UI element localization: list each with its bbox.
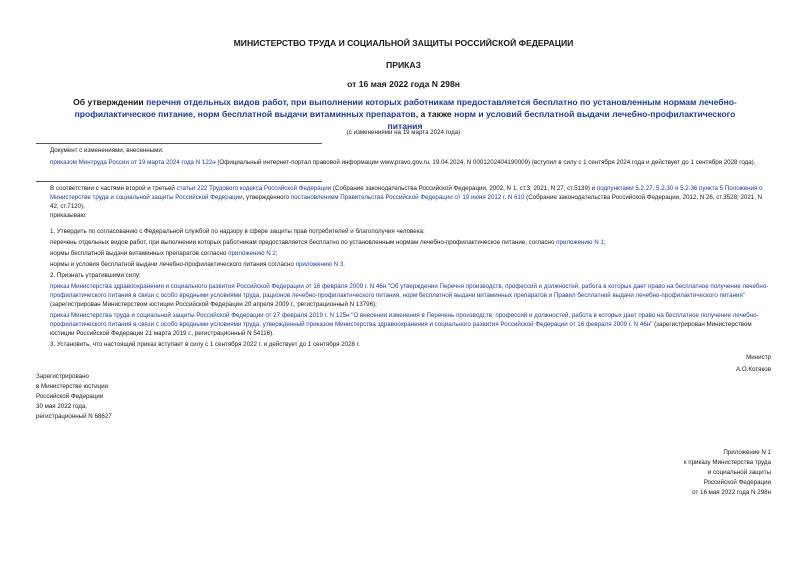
amendments-entry [36,158,772,167]
link-regulation-points[interactable]: подпунктами 5.2.27, 5.2.30 и 5.2.36 пункта 5 Положения о Министерстве труда и социальной защиты Российской Федерации [50,185,763,201]
registration-l3: Российской Федерации [36,393,104,400]
preamble [36,184,772,220]
amendments-block [36,146,772,167]
amendments-label: Документ с изменениями, внесенными: [50,147,164,154]
item-2a [36,282,772,309]
link-appendix-3[interactable]: приложению N 3 [295,261,344,268]
item-1b-text: нормы бесплатной выдачи витаминных препаратов согласно [50,250,229,257]
item-1: 1. Утвердить по согласованию с Федеральной службой по надзору в сфере защиты прав потребителей и благополучия человека: [50,228,425,235]
signature-name: А.О.Котяков [736,366,771,373]
order-word: приказываю: [50,212,87,219]
appendix-l5: от 16 мая 2022 года N 298н [692,489,771,496]
amendment-link[interactable]: приказом Минтруда России от 19 марта 2024 года N 122н [50,159,216,166]
item-2a-text: (зарегистрирован Министерством юстиции Российской Федерации 20 апреля 2009 г., регистрационный N 13796); [50,301,377,308]
order-items [36,227,772,349]
link-government-decree[interactable]: постановлением Правительства Российской Федерации от 19 июня 2012 г. N 610 [290,194,525,201]
ministry-heading: МИНИСТЕРСТВО ТРУДА И СОЦИАЛЬНОЙ ЗАЩИТЫ РОССИЙСКОЙ ФЕДЕРАЦИИ [233,38,574,48]
amendment-text: (Официальный интернет-портал правовой информации www.pravo.gov.ru, 19.04.2024, N 0001202404190009) (вступил в силу с 1 сентября 2024 года и действует до 1 сентября 2028 года). [215,159,756,166]
registration-l1: Зарегистрировано [36,373,89,380]
registration-l4: 30 мая 2022 года, [36,403,88,410]
registration-l2: в Министерстве юстиции [36,383,109,390]
item-1c-text: нормы и условия бесплатной выдачи лечебно-профилактического питания согласно [50,261,296,268]
appendix-l4: Российской Федерации [703,479,771,486]
link-labor-code[interactable]: статьи 222 Трудового кодекса Российской Федерации [176,185,332,192]
signature-block [736,353,771,374]
link-appendix-1[interactable]: приложению N 1 [556,239,604,246]
item-1c: нормы и условия бесплатной выдачи лечебно-профилактического питания согласно приложению N 3. [50,261,346,268]
preamble-t4: (Собрание законодательства Российской Федерации, 2012, N 26, ст.3528; 2021, N 42, ст.7120), [50,194,763,210]
divider-bottom [36,181,322,182]
item-1a: перечень отдельных видов работ, при выполнении которых работникам предоставляется бесплатно по установленным нормам лечебно-профилактическое питание, согласно приложению N 1; [50,239,606,246]
signature-position: Министр [746,354,771,361]
item-2b [36,311,772,338]
document-title [60,96,750,132]
appendix-l3: и социальной защиты [707,469,771,476]
changes-note: (с изменениями на 19 марта 2024 года) [346,129,461,136]
item-3: 3. Установить, что настоящий приказ вступает в силу с 1 сентября 2022 г. и действует до 1 сентября 2028 г. [50,341,360,348]
item-1a-text: перечень отдельных видов работ, при выполнении которых работникам предоставляется бесплатно по установленным нормам лечебно-профилактическое питание, согласно [50,239,557,246]
title-middle: , а также [415,109,455,119]
title-link-norms[interactable]: норм и условий бесплатной выдачи лечебно-профилактического питания [387,109,736,131]
doc-type-heading: ПРИКАЗ [386,60,421,70]
registration-l5: регистрационный N 68627 [36,413,112,420]
item-2: 2. Признать утратившими силу: [50,272,141,279]
divider-top [36,143,322,144]
preamble-t3: , утвержденного [242,194,291,201]
appendix-block [684,448,771,498]
preamble-text [36,184,772,211]
appendix-l1: Приложение N 1 [723,449,771,456]
title-link-list[interactable]: перечня отдельных видов работ, при выполнении которых работникам предоставляется бесплатно по установленным нормам лечебно-профилактическое питание, норм бесплатной выдачи витаминных препаратов [74,97,737,119]
preamble-t2: (Собрание законодательства Российской Федерации, 2002, N 1, ст.3; 2021, N 27, ст.5139) и [331,185,597,192]
link-order-125n[interactable]: приказ Министерства труда и социальной защиты Российской Федерации от 27 февраля 2019 г. N 125н "О внесении изменения в Перечень производств, профессий и должностей, работа в которых дает право на бесплатное получение лечебно-профилактического питания в связи с особо вредными условиями труда, утвержденный приказом Министерства здравоохранения и социального развития Российской Федерации от 16 февраля 2009 г. N 46н" [50,312,759,328]
link-appendix-2[interactable]: приложению N 2 [228,250,276,257]
item-2b-text: (зарегистрирован Министерством юстиции Российской Федерации 21 марта 2019 г., регистрационный N 54116). [50,321,752,337]
title-prefix: Об утверждении [73,97,147,107]
appendix-l2: к приказу Министерства труда [683,459,771,466]
link-order-46n[interactable]: приказ Министерства здравоохранения и социального развития Российской Федерации от 16 февраля 2009 г. N 46н "Об утверждении Перечня производств, профессий и должностей, работа в которых дает право на бесплатное получение лечебно-профилактического питания в связи с особо вредными условиями труда, рационов лечебно-профилактического питания, норм бесплатной выдачи витаминных препаратов и Правил бесплатной выдачи лечебно-профилактического питания" [50,283,769,299]
date-number-heading: от 16 мая 2022 года N 298н [347,79,460,89]
preamble-t1: В соответствии с частями второй и третьей [50,185,177,192]
registration-block [36,372,112,422]
item-1b: нормы бесплатной выдачи витаминных препаратов согласно приложению N 2; [50,250,278,257]
